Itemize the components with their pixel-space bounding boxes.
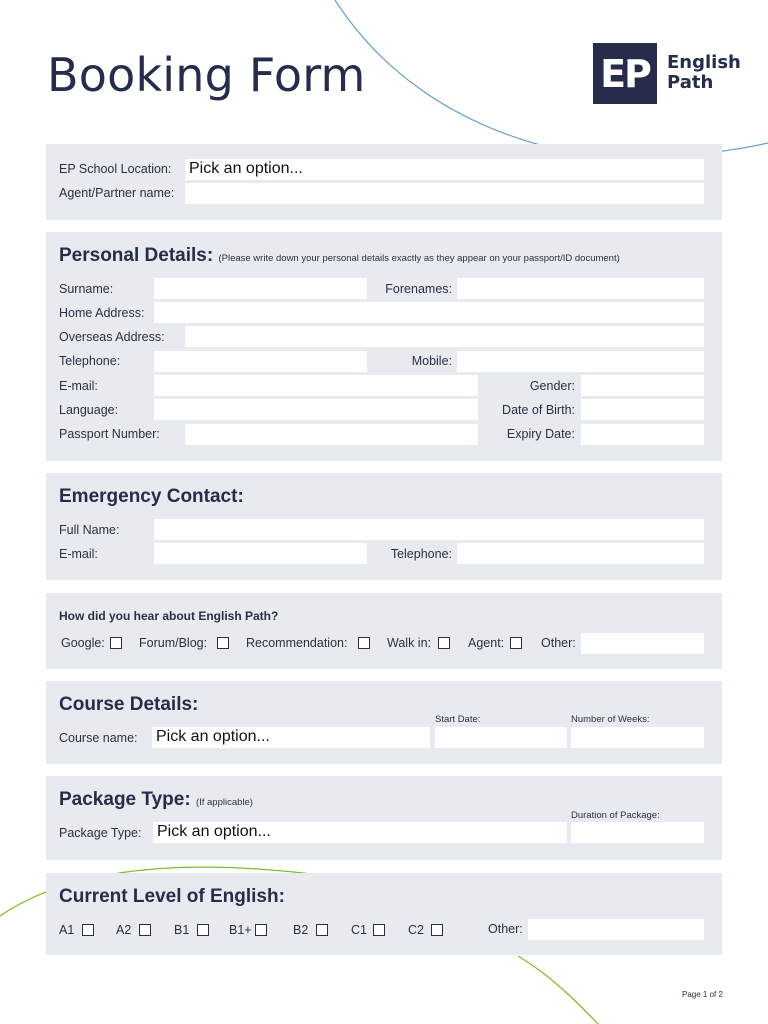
level-b2-label: B2 [293, 923, 309, 937]
surname-label: Surname: [59, 282, 114, 296]
level-a1-label: A1 [59, 923, 75, 937]
referral-question: How did you hear about English Path? [59, 609, 279, 623]
location-panel [46, 144, 722, 220]
email-label: E-mail: [59, 379, 98, 393]
level-panel [46, 873, 722, 955]
forum-label: Forum/Blog: [139, 636, 208, 650]
overseas-address-label: Overseas Address: [59, 330, 165, 344]
course-name-value: Pick an option... [156, 728, 270, 745]
course-name-select[interactable] [152, 727, 430, 748]
personal-note: (Please write down your personal details exactly as they appear on your passport/ID document) [218, 253, 620, 264]
school-location-select[interactable] [185, 159, 704, 180]
package-type-value: Pick an option... [157, 823, 271, 840]
walkin-label: Walk in: [387, 636, 431, 650]
dob-label: Date of Birth: [502, 403, 575, 417]
level-a2-label: A2 [116, 923, 132, 937]
referral-panel [46, 593, 722, 669]
level-b1plus-checkbox[interactable] [255, 924, 267, 936]
mobile-label: Mobile: [411, 354, 452, 368]
package-duration-field[interactable] [571, 822, 704, 843]
level-b2-checkbox[interactable] [316, 924, 328, 936]
weeks-label: Number of Weeks: [571, 714, 650, 725]
course-details-panel [46, 681, 722, 764]
package-duration-label: Duration of Package: [571, 810, 660, 821]
recommendation-label: Recommendation: [246, 636, 348, 650]
agent-name-label: Agent/Partner name: [59, 186, 175, 200]
agent-name-field[interactable] [185, 183, 704, 204]
school-location-label: EP School Location: [59, 162, 172, 176]
package-panel [46, 776, 722, 860]
google-checkbox[interactable] [110, 637, 122, 649]
level-a2-checkbox[interactable] [139, 924, 151, 936]
level-b1-label: B1 [174, 923, 190, 937]
emergency-email-label: E-mail: [59, 547, 98, 561]
recommendation-checkbox[interactable] [358, 637, 370, 649]
level-other-field[interactable] [528, 919, 704, 940]
language-field[interactable] [154, 399, 478, 420]
home-address-label: Home Address: [59, 306, 145, 320]
emergency-contact-panel [46, 473, 722, 580]
package-heading-text: Package Type: [59, 789, 191, 810]
weeks-field[interactable] [571, 727, 704, 748]
referral-other-field[interactable] [581, 633, 704, 654]
level-c2-label: C2 [408, 923, 424, 937]
course-heading: Course Details: [59, 694, 199, 715]
language-label: Language: [59, 403, 119, 417]
level-heading: Current Level of English: [59, 886, 285, 907]
referral-other-label: Other: [541, 636, 576, 650]
expiry-field[interactable] [581, 424, 704, 445]
personal-details-heading [59, 245, 620, 267]
surname-field[interactable] [154, 278, 367, 299]
level-b1-checkbox[interactable] [197, 924, 209, 936]
home-address-field[interactable] [154, 302, 704, 323]
agent-label: Agent: [468, 636, 505, 650]
emergency-telephone-label: Telephone: [390, 547, 452, 561]
email-field[interactable] [154, 375, 478, 396]
level-b1plus-label: B1+ [229, 923, 252, 937]
package-note: (If applicable) [195, 797, 253, 808]
walkin-checkbox[interactable] [438, 637, 450, 649]
passport-label: Passport Number: [59, 427, 160, 441]
expiry-label: Expiry Date: [506, 427, 575, 441]
forum-checkbox[interactable] [217, 637, 229, 649]
package-type-select[interactable] [153, 822, 567, 843]
page-number: Page 1 of 2 [682, 990, 723, 999]
telephone-field[interactable] [154, 351, 367, 372]
start-date-label: Start Date: [435, 714, 481, 725]
telephone-label: Telephone: [59, 354, 121, 368]
forenames-field[interactable] [457, 278, 704, 299]
emergency-heading: Emergency Contact: [59, 486, 244, 507]
emergency-email-field[interactable] [154, 543, 367, 564]
emergency-name-label: Full Name: [59, 523, 120, 537]
personal-details-panel [46, 232, 722, 461]
logo-line-1: English [667, 52, 741, 73]
level-a1-checkbox[interactable] [82, 924, 94, 936]
level-c1-checkbox[interactable] [373, 924, 385, 936]
level-other-label: Other: [488, 922, 523, 936]
passport-field[interactable] [185, 424, 478, 445]
forenames-label: Forenames: [385, 282, 452, 296]
google-label: Google: [61, 636, 105, 650]
green-curve-right [518, 956, 598, 1024]
level-c2-checkbox[interactable] [431, 924, 443, 936]
package-heading [59, 789, 253, 811]
emergency-telephone-field[interactable] [457, 543, 704, 564]
school-location-value: Pick an option... [189, 160, 303, 177]
gender-label: Gender: [529, 379, 575, 393]
mobile-field[interactable] [457, 351, 704, 372]
level-c1-label: C1 [351, 923, 367, 937]
overseas-address-field[interactable] [185, 326, 704, 347]
start-date-field[interactable] [435, 727, 567, 748]
logo-line-2: Path [667, 72, 714, 93]
course-name-label: Course name: [59, 731, 138, 745]
package-type-label: Package Type: [59, 826, 142, 840]
emergency-name-field[interactable] [154, 519, 704, 540]
page-title: Booking Form [47, 48, 366, 102]
agent-checkbox[interactable] [510, 637, 522, 649]
personal-heading-text: Personal Details: [59, 245, 214, 266]
ep-logo-mark: EP [593, 43, 657, 104]
dob-field[interactable] [581, 399, 704, 420]
gender-field[interactable] [581, 375, 704, 396]
ep-logo-text [667, 53, 741, 93]
